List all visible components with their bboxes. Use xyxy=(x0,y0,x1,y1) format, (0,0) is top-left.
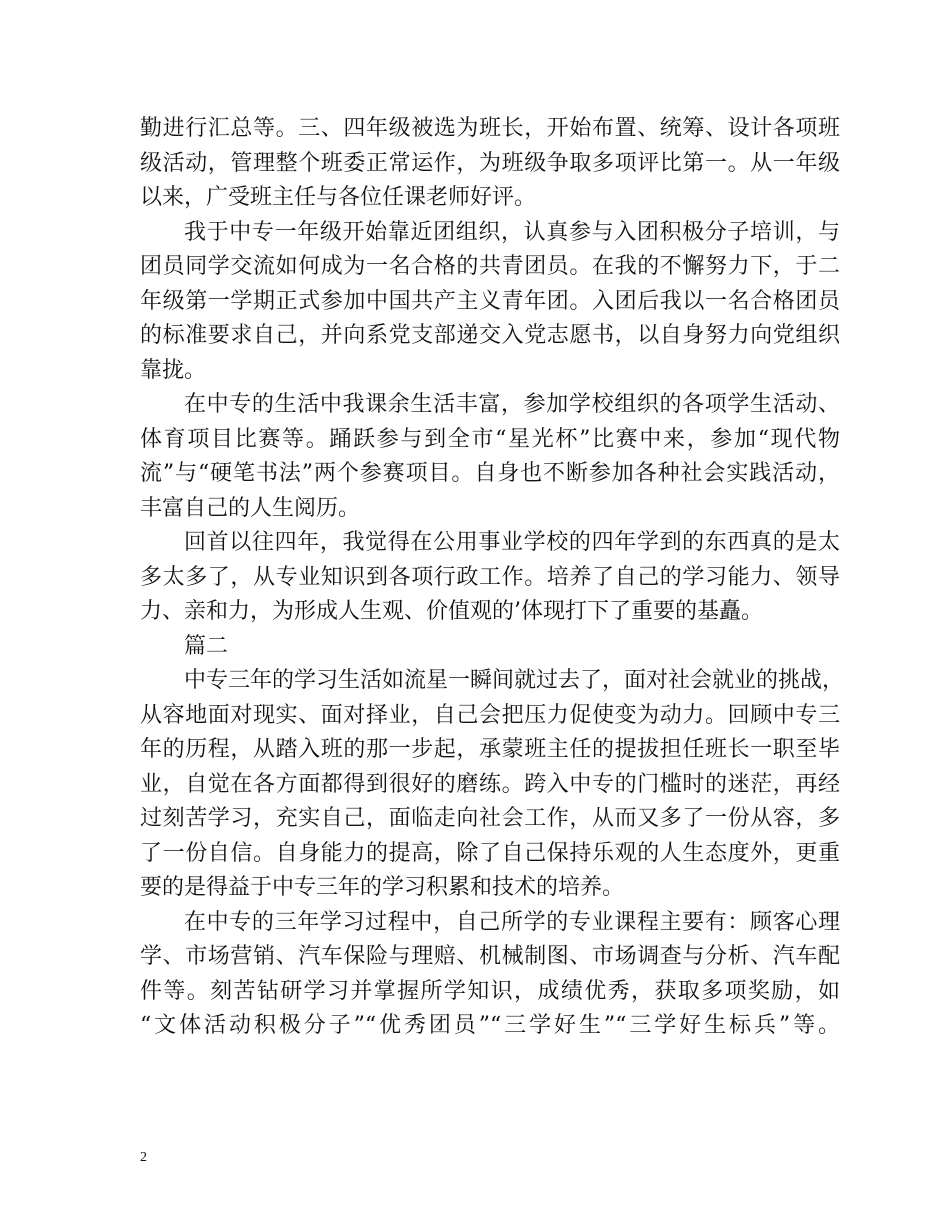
text-line: 的标准要求自己，并向系党支部递交入党志愿书，以自身努力向党组织 xyxy=(140,323,840,348)
text-line: 在中专的三年学习过程中，自己所学的专业课程主要有：顾客心理 xyxy=(184,909,840,935)
text-line: 篇二 xyxy=(184,633,229,659)
text-line: 以来，广受班主任与各位任课老师好评。 xyxy=(140,185,537,210)
text-line: 业，自觉在各方面都得到很好的磨练。跨入中专的门槛时的迷茫，再经 xyxy=(140,771,840,797)
text-line: 了一份自信。自身能力的提高，除了自己保持乐观的人生态度外，更重 xyxy=(140,840,840,866)
text-line: 团员同学交流如何成为一名合格的共青团员。在我的不懈努力下，于二 xyxy=(140,254,840,279)
text-line: 学、市场营销、汽车保险与理赔、机械制图、市场调查与分析、汽车配 xyxy=(140,944,840,969)
text-line: 级活动，管理整个班委正常运作，为班级争取多项评比第一。从一年级 xyxy=(140,150,840,176)
text-line: 年的历程，从踏入班的那一步起，承蒙班主任的提拔担任班长一职至毕 xyxy=(140,737,840,762)
text-line: 从容地面对现实、面对择业，自己会把压力促使变为动力。回顾中专三 xyxy=(140,702,840,728)
text-line: 要的是得益于中专三年的学习积累和技术的培养。 xyxy=(140,875,625,900)
text-line: 件等。刻苦钻研学习并掌握所学知识，成绩优秀，获取多项奖励，如 xyxy=(140,978,840,1004)
text-line: 力、亲和力，为形成人生观、价值观的’体现打下了重要的基矗。 xyxy=(140,599,763,624)
text-line: 中专三年的学习生活如流星一瞬间就过去了，面对社会就业的挑战， xyxy=(184,668,845,693)
text-line: 回首以往四年，我觉得在公用事业学校的四年学到的东西真的是太 xyxy=(184,530,840,555)
page-number: 2 xyxy=(140,1150,147,1165)
text-line: “文体活动积极分子”“优秀团员”“三学好生”“三学好生标兵”等。 xyxy=(140,1013,840,1038)
body-text xyxy=(140,112,845,1044)
text-line: 多太多了，从专业知识到各项行政工作。培养了自己的学习能力、领导 xyxy=(140,564,840,590)
text-line: 丰富自己的人生阅历。 xyxy=(140,495,361,521)
text-line: 勤进行汇总等。三、四年级被选为班长，开始布置、统筹、设计各项班 xyxy=(140,116,840,141)
text-line: 过刻苦学习，充实自己，面临走向社会工作，从而又多了一份从容，多 xyxy=(140,806,840,831)
text-line: 在中专的生活中我课余生活丰富，参加学校组织的各项学生活动、 xyxy=(184,392,840,417)
text-line: 年级第一学期正式参加中国共产主义青年团。入团后我以一名合格团员 xyxy=(140,288,840,314)
text-line: 靠拢。 xyxy=(140,357,207,383)
text-line: 体育项目比赛等。踊跃参与到全市“星光杯”比赛中来，参加“现代物 xyxy=(140,426,840,452)
text-line: 我于中专一年级开始靠近团组织，认真参与入团积极分子培训，与 xyxy=(184,219,840,245)
text-line: 流”与“硬笔书法”两个参赛项目。自身也不断参加各种社会实践活动， xyxy=(140,461,840,486)
